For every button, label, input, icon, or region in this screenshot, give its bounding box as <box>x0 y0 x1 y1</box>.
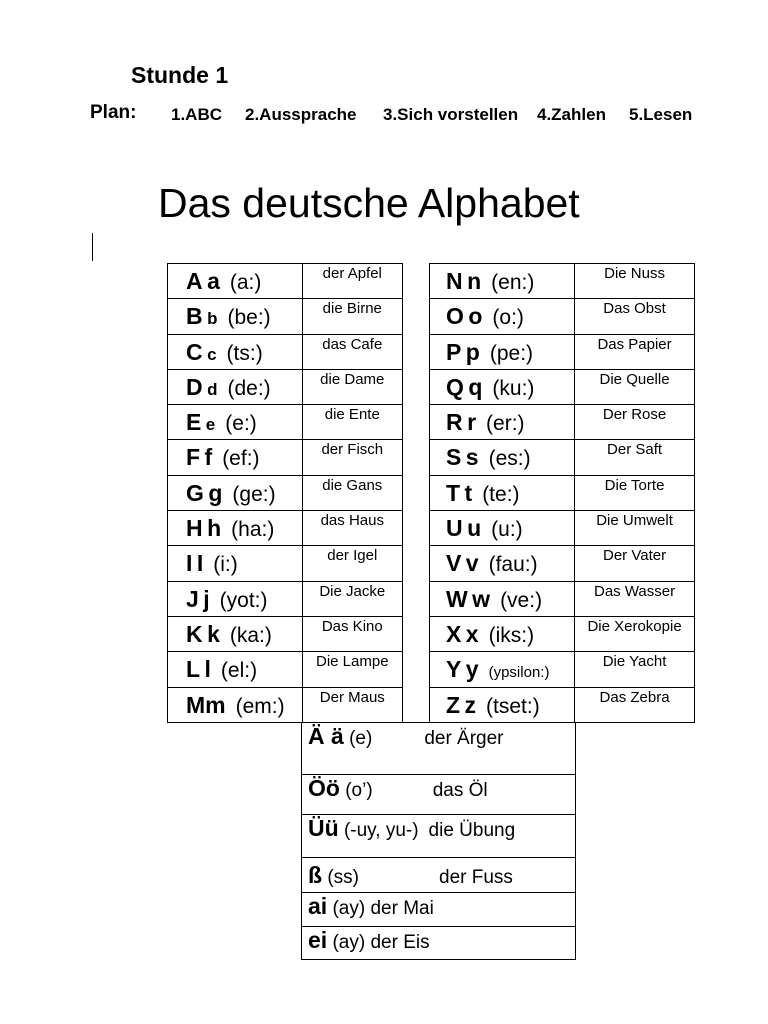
letter-cell <box>168 369 303 404</box>
alphabet-table-a-m <box>167 263 403 723</box>
pronunciation: (a:) <box>229 271 262 294</box>
uppercase-letter: R <box>446 409 463 436</box>
uppercase-letter: A <box>186 268 203 294</box>
example-word: der Apfel <box>302 264 402 299</box>
pronunciation: (ve:) <box>500 588 543 612</box>
uppercase-letter: L <box>186 656 201 683</box>
uppercase-letter: B <box>186 303 203 330</box>
example-word: Die Umwelt <box>575 511 695 546</box>
table-row <box>430 334 695 369</box>
plan-label: Plan: <box>90 102 137 123</box>
uppercase-letter: D <box>186 373 203 400</box>
lowercase-letter: x <box>465 620 479 647</box>
lowercase-letter: t <box>464 479 473 506</box>
table-row <box>168 687 403 722</box>
special-word: der Mai <box>370 898 434 919</box>
table-row <box>168 652 403 687</box>
uppercase-letter: Z <box>446 691 461 718</box>
letter-cell <box>430 299 575 334</box>
pronunciation: (iks:) <box>488 623 535 647</box>
special-letters-table <box>301 722 576 960</box>
pronunciation: (yot:) <box>219 588 268 612</box>
table-row <box>430 369 695 404</box>
pronunciation: (de:) <box>227 376 271 400</box>
table-row <box>430 616 695 651</box>
letter-cell <box>168 475 303 510</box>
lowercase-letter: h <box>207 515 222 542</box>
special-cell <box>302 775 576 815</box>
table-row <box>302 815 576 858</box>
letter-cell <box>430 405 575 440</box>
uppercase-letter: N <box>446 268 463 294</box>
pronunciation: (u:) <box>491 518 523 542</box>
special-letter: ß <box>308 862 323 888</box>
table-row <box>302 723 576 775</box>
table-row <box>430 264 695 299</box>
uppercase-letter: O <box>446 303 464 330</box>
special-pron: (ss) <box>327 867 359 888</box>
example-word: Der Rose <box>575 405 695 440</box>
lowercase-letter: y <box>465 656 479 683</box>
letter-cell <box>168 511 303 546</box>
uppercase-letter: F <box>186 444 201 471</box>
plan-item-sich-vorstellen: 3.Sich vorstellen <box>383 105 519 124</box>
lowercase-letter: r <box>467 409 477 436</box>
example-word: Das Papier <box>575 334 695 369</box>
table-row <box>302 927 576 960</box>
uppercase-letter: J <box>186 585 199 612</box>
lowercase-letter: w <box>472 585 491 612</box>
pronunciation: (ef:) <box>222 447 260 471</box>
table-row <box>430 546 695 581</box>
lowercase-letter: p <box>465 338 480 365</box>
table-row <box>430 405 695 440</box>
table-row <box>430 475 695 510</box>
pronunciation: (o:) <box>492 306 524 330</box>
uppercase-letter: V <box>446 550 462 577</box>
letter-cell <box>168 405 303 440</box>
table-row <box>430 511 695 546</box>
example-word: Das Zebra <box>575 687 695 722</box>
example-word: Die Jacke <box>302 581 402 616</box>
example-word: Die Quelle <box>575 369 695 404</box>
table-row <box>168 475 403 510</box>
special-letter: Öö <box>308 775 340 801</box>
pronunciation: (ha:) <box>231 518 275 542</box>
pronunciation: (fau:) <box>488 553 538 577</box>
special-cell <box>302 893 576 927</box>
special-pron: (ay) <box>332 898 366 919</box>
pronunciation: (em:) <box>235 694 285 718</box>
example-word: der Fisch <box>302 440 402 475</box>
example-word: Die Lampe <box>302 652 402 687</box>
example-word: Der Vater <box>575 546 695 581</box>
table-row <box>430 440 695 475</box>
table-row <box>168 264 403 299</box>
table-row <box>430 687 695 722</box>
table-row <box>168 581 403 616</box>
lowercase-letter: d <box>207 379 218 399</box>
table-row <box>430 581 695 616</box>
lowercase-letter: b <box>207 309 218 329</box>
example-word: Der Saft <box>575 440 695 475</box>
table-row <box>430 652 695 687</box>
special-cell <box>302 815 576 858</box>
example-word: die Ente <box>302 405 402 440</box>
uppercase-letter: S <box>446 444 462 471</box>
uppercase-letter: Mm <box>186 691 226 718</box>
letter-cell <box>430 511 575 546</box>
lowercase-letter: v <box>465 550 479 577</box>
letter-cell <box>430 687 575 722</box>
uppercase-letter: W <box>446 585 468 612</box>
lowercase-letter: n <box>467 268 482 294</box>
letter-cell <box>168 264 303 299</box>
special-word: der Fuss <box>439 867 513 888</box>
lowercase-letter: a <box>207 268 220 294</box>
special-pron: (-uy, yu-) <box>343 820 419 841</box>
letter-cell <box>168 687 303 722</box>
letter-cell <box>430 475 575 510</box>
example-word: Das Kino <box>302 616 402 651</box>
uppercase-letter: U <box>446 515 463 542</box>
lowercase-letter: g <box>208 479 223 506</box>
lowercase-letter: j <box>203 585 210 612</box>
letter-cell <box>430 652 575 687</box>
uppercase-letter: T <box>446 479 461 506</box>
pronunciation: (en:) <box>491 271 535 294</box>
letter-cell <box>430 440 575 475</box>
uppercase-letter: Q <box>446 373 464 400</box>
example-word: Die Xerokopie <box>575 616 695 651</box>
special-cell <box>302 858 576 893</box>
uppercase-letter: X <box>446 620 462 647</box>
example-word: Das Obst <box>575 299 695 334</box>
special-word: die Übung <box>428 820 516 841</box>
uppercase-letter: K <box>186 620 203 647</box>
special-word: der Ärger <box>424 728 504 749</box>
pronunciation: (es:) <box>488 447 531 471</box>
special-cell <box>302 723 576 775</box>
table-row <box>168 299 403 334</box>
special-pron: (e) <box>349 728 373 749</box>
letter-cell <box>168 581 303 616</box>
special-word: das Öl <box>432 780 488 801</box>
example-word: Das Wasser <box>575 581 695 616</box>
table-row <box>168 546 403 581</box>
example-word: die Dame <box>302 369 402 404</box>
table-row <box>168 511 403 546</box>
uppercase-letter: E <box>186 409 202 436</box>
table-row <box>302 858 576 893</box>
lowercase-letter: c <box>207 344 217 364</box>
letter-cell <box>430 264 575 299</box>
lowercase-letter: l <box>204 656 211 683</box>
lowercase-letter: q <box>468 373 483 400</box>
table-row <box>302 775 576 815</box>
pronunciation: (ypsilon:) <box>488 664 550 682</box>
pronunciation: (i:) <box>213 553 238 577</box>
special-cell <box>302 927 576 960</box>
pronunciation: (be:) <box>227 306 271 330</box>
uppercase-letter: C <box>186 338 203 365</box>
pronunciation: (ka:) <box>229 623 272 647</box>
pronunciation: (ge:) <box>232 482 276 506</box>
example-word: Der Maus <box>302 687 402 722</box>
pronunciation: (e:) <box>225 412 257 436</box>
letter-cell <box>168 334 303 369</box>
example-word: der Igel <box>302 546 402 581</box>
plan-item-zahlen: 4.Zahlen <box>537 105 606 124</box>
example-word: das Cafe <box>302 334 402 369</box>
lowercase-letter: s <box>465 444 479 471</box>
lowercase-letter: f <box>204 444 213 471</box>
letter-cell <box>168 299 303 334</box>
plan-item-abc: 1.ABC <box>171 105 223 124</box>
letter-cell <box>168 546 303 581</box>
uppercase-letter: I <box>186 550 193 577</box>
pronunciation: (pe:) <box>489 341 534 365</box>
text-cursor[interactable] <box>92 233 93 261</box>
letter-cell <box>430 616 575 651</box>
table-row <box>168 334 403 369</box>
special-pron: (o’) <box>345 780 373 801</box>
pronunciation: (er:) <box>486 412 525 436</box>
example-word: Die Nuss <box>575 264 695 299</box>
letter-cell <box>430 546 575 581</box>
table-row <box>430 299 695 334</box>
pronunciation: (ts:) <box>226 341 263 365</box>
example-word: Die Torte <box>575 475 695 510</box>
special-letter: Üü <box>308 815 339 841</box>
letter-cell <box>430 581 575 616</box>
lowercase-letter: o <box>468 303 483 330</box>
lesson-title: Stunde 1 <box>131 62 229 88</box>
plan-item-lesen: 5.Lesen <box>629 105 693 124</box>
uppercase-letter: G <box>186 479 204 506</box>
letter-cell <box>430 334 575 369</box>
lowercase-letter: z <box>464 691 477 718</box>
uppercase-letter: Y <box>446 656 462 683</box>
lowercase-letter: I <box>196 550 204 577</box>
letter-cell <box>430 369 575 404</box>
example-word: die Birne <box>302 299 402 334</box>
table-row <box>302 893 576 927</box>
table-row <box>168 440 403 475</box>
table-row <box>168 369 403 404</box>
pronunciation: (te:) <box>482 482 520 506</box>
uppercase-letter: P <box>446 338 462 365</box>
special-word: der Eis <box>370 932 430 953</box>
table-row <box>168 616 403 651</box>
example-word: Die Yacht <box>575 652 695 687</box>
example-word: die Gans <box>302 475 402 510</box>
pronunciation: (el:) <box>220 659 258 683</box>
special-letter: ei <box>308 927 328 953</box>
letter-cell <box>168 440 303 475</box>
pronunciation: (tset:) <box>486 694 540 718</box>
special-pron: (ay) <box>332 932 366 953</box>
table-row <box>168 405 403 440</box>
special-letter: ai <box>308 893 328 919</box>
pronunciation: (ku:) <box>492 376 535 400</box>
lowercase-letter: e <box>205 415 216 435</box>
lowercase-letter: u <box>467 515 482 542</box>
plan-item-aussprache: 2.Aussprache <box>245 105 357 124</box>
page-title: Das deutsche Alphabet <box>158 180 580 226</box>
uppercase-letter: H <box>186 515 203 542</box>
example-word: das Haus <box>302 511 402 546</box>
alphabet-table-n-z <box>429 263 695 723</box>
letter-cell <box>168 616 303 651</box>
letter-cell <box>168 652 303 687</box>
special-letter: Ä ä <box>308 723 344 749</box>
lowercase-letter: k <box>207 620 220 647</box>
